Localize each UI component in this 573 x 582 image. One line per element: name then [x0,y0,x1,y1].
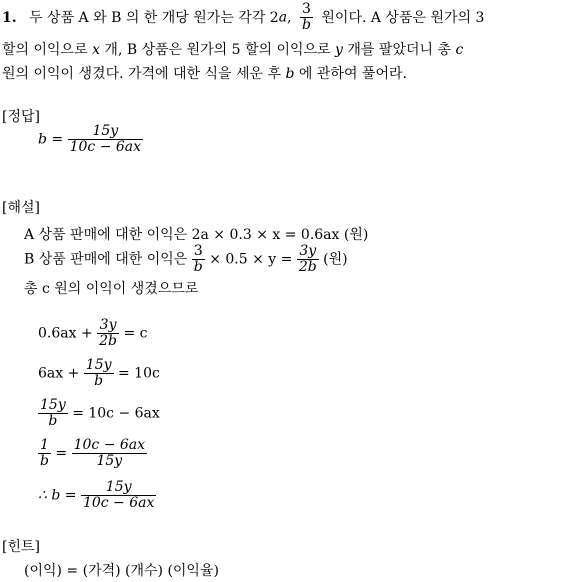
solution-c-line: 총 c 원의 이익이 생겼으므로 [24,281,199,297]
step4-num: 1 [38,438,51,454]
step5-frac [81,480,156,511]
frac1-den: b [193,259,203,275]
problem-number: 1. [2,9,17,26]
fraction-numerator: 3 [300,2,313,18]
problem-line-2 [2,43,463,57]
problem-text-1a: 두 상품 A 와 B 의 한 개당 원가는 각각 2 [29,9,279,26]
solution-b-frac2 [297,244,319,275]
frac2-den: 2b [298,259,317,275]
var-c: c [455,42,464,58]
step1-left: 0.6ax + [38,325,93,342]
step5-left: ∴ b = [38,487,77,504]
step1-frac [97,318,119,349]
frac2-num: 3y [297,244,319,260]
problem-line-3 [2,67,407,81]
step3-den: b [48,413,58,429]
problem-text-2b: 개, B 상품은 원가의 5 할의 이익으로 [104,42,331,58]
solution-b-line [24,244,348,275]
fraction-denominator: b [301,17,311,33]
step2-num: 15y [85,357,112,373]
var-x: x [92,42,100,58]
var-y: y [335,42,343,58]
answer-eq: = [51,131,64,148]
problem-text-2a: 할의 이익으로 [2,42,88,58]
step4-eq: = [55,445,68,462]
answer-denominator: 10c − 6ax [69,139,142,155]
step4-rhs-den: 15y [96,453,123,469]
step-2 [38,358,160,389]
step4-den: b [40,453,49,469]
problem-text-2c: 개를 팔았더니 총 [347,42,451,58]
step-5 [38,480,156,511]
step2-right: = 10c [117,365,160,382]
problem-text-3a: 원의 이익이 생겼다. 가격에 대한 식을 세운 후 [2,66,282,82]
solution-b-text: B 상품 판매에 대한 이익은 [24,251,188,268]
solution-heading: [해설] [2,200,40,216]
solution-a-unit: (원) [343,227,369,243]
answer-heading: [정답] [2,109,40,125]
solution-b-unit: (원) [323,251,348,268]
step4-rhs-num: 10c − 6ax [73,437,146,453]
step-3 [38,398,160,429]
answer-lhs: b [38,131,47,148]
answer-fraction [68,124,143,155]
var-a: a [278,9,288,26]
var-b: b [285,66,295,82]
solution-b-mid: × 0.5 × y = [209,251,293,268]
solution-a-text: A 상품 판매에 대한 이익은 2a × 0.3 × x = 0.6ax [24,227,340,243]
step4-frac [38,438,51,469]
step3-right: = 10c − 6ax [72,405,160,422]
problem-line-1 [2,2,484,32]
step5-den: 10c − 6ax [82,495,155,511]
step2-frac [84,358,114,389]
answer-equation [38,124,143,155]
step1-num: 3y [97,318,119,334]
frac1-num: 3 [192,244,205,260]
fraction-3-over-b [300,2,313,33]
step2-den: b [94,373,104,389]
solution-a-line [24,228,368,242]
solution-b-frac1 [192,244,205,275]
step-1 [38,318,148,349]
step1-right: = c [123,325,148,342]
step1-den: 2b [99,333,118,349]
problem-text-1b: 원이다. A 상품은 원가의 3 [321,9,485,26]
step3-num: 15y [40,397,66,413]
step4-rhs-frac [72,438,147,469]
step-4 [38,438,147,469]
step2-left: 6ax + [38,365,80,382]
answer-numerator: 15y [68,124,143,140]
hint-heading: [힌트] [2,539,40,555]
step3-frac [38,398,68,429]
comma: , [287,9,292,26]
problem-text-3b: 에 관하여 풀어라. [298,66,407,82]
step5-num: 15y [81,480,156,496]
hint-text: (이익) = (가격) (개수) (이익율) [24,563,219,579]
